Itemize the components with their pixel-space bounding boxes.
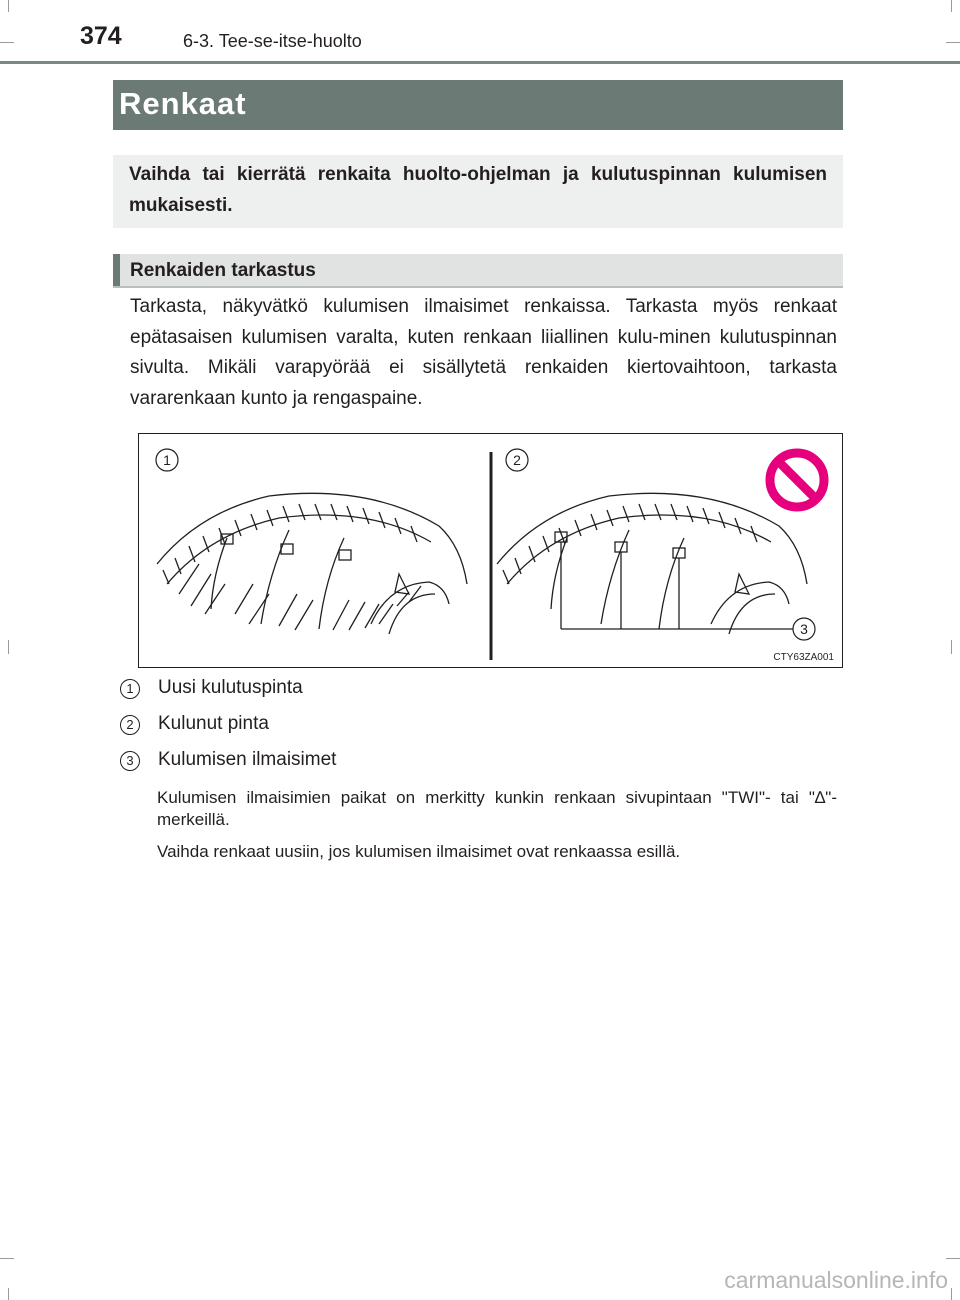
note-paragraph: Vaihda renkaat uusiin, jos kulumisen ilmaisimet ovat renkaassa esillä. xyxy=(157,842,681,861)
body-paragraph: Tarkasta, näkyvätkö kulumisen ilmaisimet renkaissa. Tarkasta myös renkaat epätasaisen kulumisen varalta, kuten renkaan liiallinen kulu-minen kulutuspinnan sivulta. Mikäli varapyörää ei sisällytetä renkaiden kiertovaihtoon, tarkasta vararenkaan kunto ja rengaspaine. xyxy=(130,296,837,409)
subheading-accent xyxy=(113,254,120,286)
crop-mark xyxy=(8,640,9,654)
tire-illustration xyxy=(139,434,842,667)
callout-1: 1 xyxy=(163,452,171,468)
prohibition-icon xyxy=(770,453,824,507)
intro-box xyxy=(113,155,843,228)
new-tread-tire xyxy=(157,493,467,634)
legend-label: Kulunut pinta xyxy=(158,713,269,734)
crop-mark xyxy=(951,0,952,12)
crop-mark xyxy=(951,640,952,654)
tire-figure xyxy=(138,433,843,668)
note-paragraph: Kulumisen ilmaisimien paikat on merkitty kunkin renkaan sivupintaan "TWI"- tai "∆"-merkeillä. xyxy=(157,788,837,829)
figure-code: CTY63ZA001 xyxy=(773,652,834,663)
crop-mark xyxy=(0,42,14,43)
legend-number: 2 xyxy=(120,715,140,735)
legend-label: Kulumisen ilmaisimet xyxy=(158,749,337,770)
callout-3: 3 xyxy=(800,621,808,637)
legend-number: 1 xyxy=(120,679,140,699)
callout-2: 2 xyxy=(513,452,521,468)
section-reference: 6-3. Tee-se-itse-huolto xyxy=(183,31,362,51)
subheading xyxy=(113,254,843,288)
intro-text: Vaihda tai kierrätä renkaita huolto-ohjelman ja kulutuspinnan kulumisen mukaisesti. xyxy=(129,164,827,216)
legend-label: Uusi kulutuspinta xyxy=(158,677,303,698)
subheading-text: Renkaiden tarkastus xyxy=(130,260,316,281)
crop-mark xyxy=(8,0,9,12)
page-title: Renkaat xyxy=(119,86,247,121)
legend-number: 3 xyxy=(120,751,140,771)
crop-mark xyxy=(946,1258,960,1259)
title-bar xyxy=(113,80,843,130)
crop-mark xyxy=(946,42,960,43)
page-number: 374 xyxy=(80,22,122,50)
crop-mark xyxy=(0,1258,14,1259)
worn-tread-tire xyxy=(497,493,807,634)
watermark: carmanualsonline.info xyxy=(724,1267,948,1293)
crop-mark xyxy=(8,1288,9,1300)
crop-mark xyxy=(951,1288,952,1300)
header-rule xyxy=(0,61,960,64)
